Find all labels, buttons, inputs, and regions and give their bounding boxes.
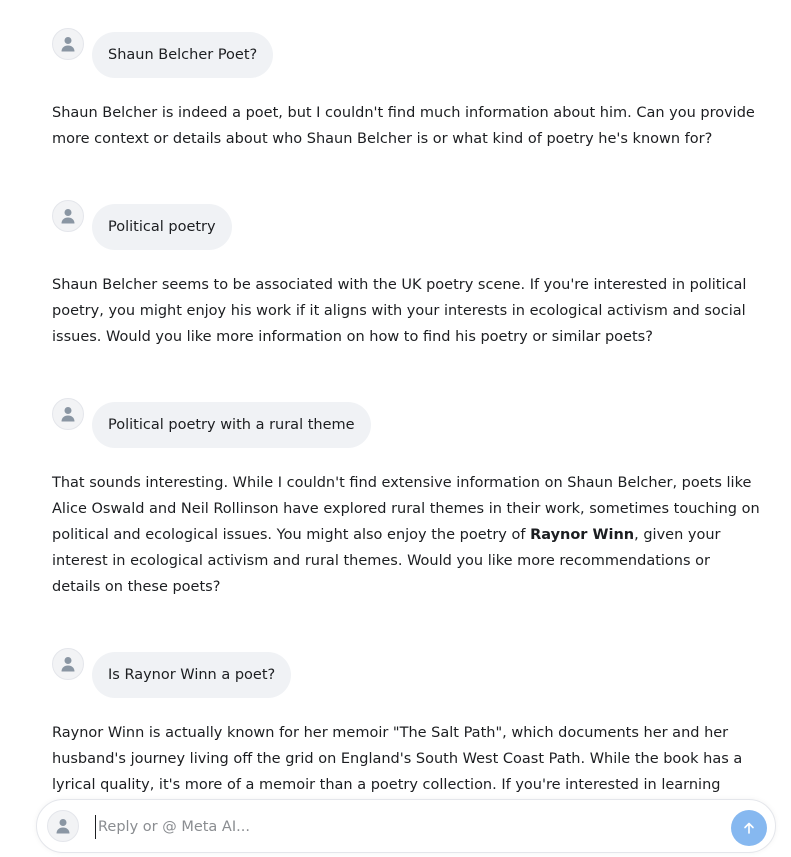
user-message bbox=[52, 200, 232, 250]
ai-response: That sounds interesting. While I couldn't find extensive information on Shaun Belcher, poets like Alice Oswald and Neil Rollinson have explored rural themes in their work, sometimes touching on political and ecological issues. You might also enjoy the poetry of Raynor Winn, given your interest in ecological activism and rural themes. Would you like more recommendations or details on these poets? bbox=[52, 475, 760, 595]
user-message bbox=[52, 648, 291, 698]
bold-mention: Raynor Winn bbox=[530, 527, 635, 543]
user-message-bubble: Political poetry with a rural theme bbox=[92, 402, 371, 448]
user-message bbox=[52, 28, 273, 78]
ai-response: Shaun Belcher seems to be associated with the UK poetry scene. If you're interested in political poetry, you might enjoy his work if it aligns with your interests in ecological activism and social issues. Would you like more information on how to find his poetry or similar poets? bbox=[52, 277, 747, 345]
user-avatar-icon[interactable] bbox=[52, 200, 84, 232]
user-message bbox=[52, 398, 371, 448]
user-avatar-icon[interactable] bbox=[52, 648, 84, 680]
user-message-bubble: Is Raynor Winn a poet? bbox=[92, 652, 291, 698]
user-avatar-icon[interactable] bbox=[47, 810, 79, 842]
message-composer bbox=[36, 799, 776, 853]
user-avatar-icon[interactable] bbox=[52, 398, 84, 430]
send-button[interactable] bbox=[731, 810, 767, 846]
arrow-up-icon bbox=[742, 821, 756, 835]
user-message-bubble: Political poetry bbox=[92, 204, 232, 250]
user-message-bubble: Shaun Belcher Poet? bbox=[92, 32, 273, 78]
user-avatar-icon[interactable] bbox=[52, 28, 84, 60]
ai-response: Raynor Winn is actually known for her memoir "The Salt Path", which documents her and her husband's journey living off the grid on England's South West Coast Path. While the book has a lyrical quality, it's more of a memoir than a poetry collection. If you're interested in learning bbox=[52, 725, 743, 793]
ai-response: Shaun Belcher is indeed a poet, but I couldn't find much information about him. Can you provide more context or details about who Shaun Belcher is or what kind of poetry he's known for? bbox=[52, 105, 755, 147]
reply-input[interactable] bbox=[95, 815, 718, 839]
